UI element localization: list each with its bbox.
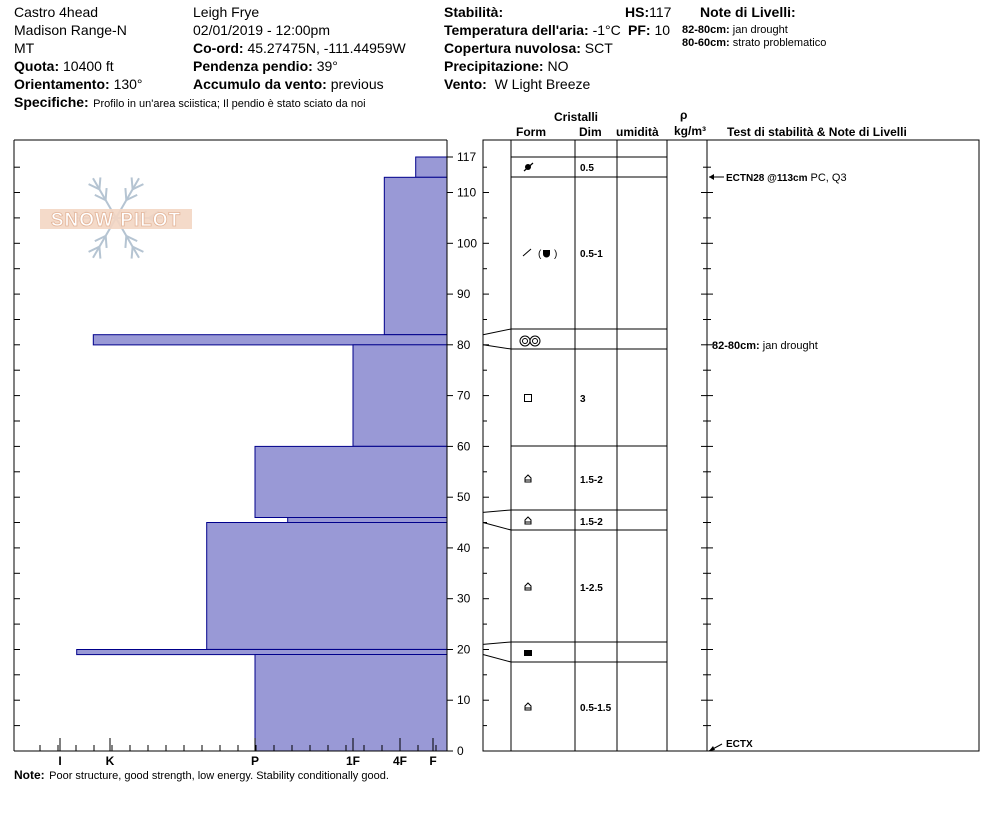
crystal-ring-inner	[533, 339, 538, 344]
layer-notes-title: Note di Livelli:	[700, 4, 796, 20]
decomposing-rounding-icon	[523, 249, 557, 260]
form-header: Form	[516, 125, 546, 139]
depth-tick-label: 80	[457, 337, 471, 352]
specifics-value: Profilo in un'area sciistica; Il pendio è stato sciato da noi	[93, 98, 366, 110]
crystal-size: 1.5-2	[580, 517, 603, 528]
foot-penetration-label: PF:	[628, 22, 651, 38]
specifics-label: Specifiche:	[14, 94, 89, 110]
crystal-column	[520, 163, 612, 714]
crystal-ring	[520, 336, 530, 346]
density-header: kg/m³	[674, 124, 707, 138]
snowflake-branch	[99, 177, 100, 189]
depth-axis	[447, 140, 477, 758]
crystal-hoar	[525, 475, 531, 482]
precipitation-label: Precipitazione:	[444, 58, 544, 74]
crystal-ice	[524, 650, 532, 656]
snowflake-branch	[132, 247, 133, 259]
crystal-ring	[530, 336, 540, 346]
cloud-cover-value: SCT	[584, 40, 613, 56]
depth-tick-label: 30	[457, 591, 471, 606]
stability-test-ectn: ECTN28 @113cm PC, Q3	[726, 172, 847, 184]
air-temperature-label: Temperatura dell'aria:	[444, 22, 589, 38]
coordinates-value: 45.27475N, -111.44959W	[247, 40, 406, 56]
crystal-hoar	[525, 703, 531, 710]
rho-header: ρ	[680, 108, 688, 122]
hardness-tick-label: F	[429, 754, 437, 768]
foot-penetration-value: 10	[654, 22, 671, 38]
crystal-ring-inner	[523, 339, 528, 344]
precipitation-particles-icon	[524, 163, 533, 171]
crystals-header: Cristalli	[554, 110, 599, 124]
snow-pilot-logo	[40, 177, 192, 258]
range-name: Madison Range-N	[14, 22, 127, 38]
snowflake-branch	[106, 236, 107, 248]
crystal-stroke	[523, 249, 531, 256]
layer-connector	[483, 510, 511, 512]
crystal-paren: )	[554, 249, 558, 260]
melt-freeze-crust-icon	[520, 336, 540, 346]
elevation-label: Quota:	[14, 58, 60, 74]
layer-note-2-range: 80-60cm:	[682, 37, 730, 49]
depth-hoar-icon	[525, 475, 531, 482]
layer-note-label: 82-80cm: jan drought	[712, 340, 818, 352]
layer-connector	[483, 345, 511, 349]
layer-connector	[483, 655, 511, 663]
hardness-tick-label: 4F	[392, 754, 408, 768]
hardness-bar	[416, 157, 447, 177]
depth-tick-label: 110	[457, 185, 477, 200]
air-temperature-value: -1°C	[592, 22, 621, 38]
faceted-icon	[525, 395, 532, 402]
depth-tick-label: 40	[457, 540, 471, 555]
crystal-square	[525, 395, 532, 402]
depth-hoar-icon	[525, 703, 531, 710]
hardness-bar	[77, 650, 447, 655]
coordinates-label: Co-ord:	[193, 40, 244, 56]
elevation-value: 10400 ft	[63, 58, 114, 74]
hardness-bar	[288, 518, 447, 523]
aspect-value: 130°	[113, 76, 143, 92]
crystal-size: 3	[580, 394, 586, 405]
layer-connector	[483, 329, 511, 335]
snowflake-branch	[132, 177, 133, 189]
aspect-label: Orientamento:	[14, 76, 110, 92]
layer-note-1-text: jan drought	[732, 24, 788, 36]
datetime: 02/01/2019 - 12:00pm	[193, 22, 330, 38]
slope-label: Pendenza pendio:	[193, 58, 313, 74]
wind-value: W Light Breeze	[494, 76, 591, 92]
cloud-cover-label: Copertura nuvolosa:	[444, 40, 581, 56]
footer-note-text: Poor structure, good strength, low energy. Stability conditionally good.	[49, 770, 389, 782]
hardness-bar	[93, 335, 447, 345]
depth-hoar-icon	[525, 583, 531, 590]
depth-tick-label: 70	[457, 388, 471, 403]
crystal-paren: (	[538, 249, 542, 260]
hardness-bar	[255, 446, 447, 517]
hardness-tick-label: I	[58, 754, 62, 768]
crystal-hoar	[525, 517, 531, 524]
snow-height-label: HS:	[625, 4, 650, 20]
hardness-tick-label: P	[250, 754, 260, 768]
snowflake-branch	[125, 188, 126, 200]
test-arrow-arrowhead	[709, 174, 714, 180]
hardness-bar	[255, 655, 447, 752]
state-name: MT	[14, 40, 35, 56]
crystal-shape	[543, 250, 550, 258]
stability-label: Stabilità:	[444, 4, 504, 20]
snowflake-branch	[99, 247, 100, 259]
hardness-bar	[353, 345, 447, 447]
crystal-size: 0.5	[580, 163, 594, 174]
wind-label: Vento:	[444, 76, 487, 92]
ice-layer-icon	[524, 650, 532, 656]
footer-note-label: Note:	[14, 768, 45, 782]
test-arrow-ectx-arrowhead	[709, 746, 715, 751]
depth-tick-label: 100	[457, 236, 478, 251]
size-header: Dim	[579, 125, 602, 139]
snowflake-branch	[125, 236, 126, 248]
layer-connector	[483, 523, 511, 531]
crystal-size: 0.5-1	[580, 249, 603, 260]
slope-value: 39°	[316, 58, 338, 74]
location-name: Castro 4head	[14, 4, 99, 20]
moisture-header: umidità	[616, 125, 659, 139]
depth-tick-label: 20	[457, 642, 471, 657]
stability-test-ectx: ECTX	[726, 739, 753, 750]
depth-tick-label: 0	[457, 744, 464, 758]
layer-note-1-range: 82-80cm:	[682, 24, 730, 36]
wind-loading-label: Accumulo da vento:	[193, 76, 327, 92]
depth-tick-label: 60	[457, 439, 471, 454]
hardness-bar	[384, 177, 447, 334]
hardness-tick-label: K	[105, 754, 115, 768]
depth-tick-label: 117	[457, 150, 477, 164]
depth-tick-label: 90	[457, 287, 471, 302]
layer-connector	[483, 642, 511, 644]
snowflake-branch	[106, 188, 107, 200]
depth-tick-label: 10	[457, 693, 471, 708]
crystal-size: 1.5-2	[580, 475, 603, 486]
precipitation-value: NO	[547, 58, 569, 74]
wind-loading-value: previous	[330, 76, 384, 92]
stability-tests	[709, 172, 847, 751]
depth-hoar-icon	[525, 517, 531, 524]
logo-text: SNOW PILOT	[50, 210, 182, 231]
hardness-tick-label: 1F	[345, 754, 361, 768]
depth-tick-label: 50	[457, 490, 471, 505]
observer-name: Leigh Frye	[193, 4, 260, 20]
crystal-size: 1-2.5	[580, 583, 603, 594]
hardness-bar	[207, 523, 447, 650]
layer-note-2-text: strato problematico	[732, 37, 827, 49]
snow-height-value: 117	[649, 4, 672, 20]
crystal-size: 0.5-1.5	[580, 703, 612, 714]
crystal-hoar	[525, 583, 531, 590]
tests-header: Test di stabilità & Note di Livelli	[727, 125, 907, 139]
layer-grid	[483, 140, 979, 751]
